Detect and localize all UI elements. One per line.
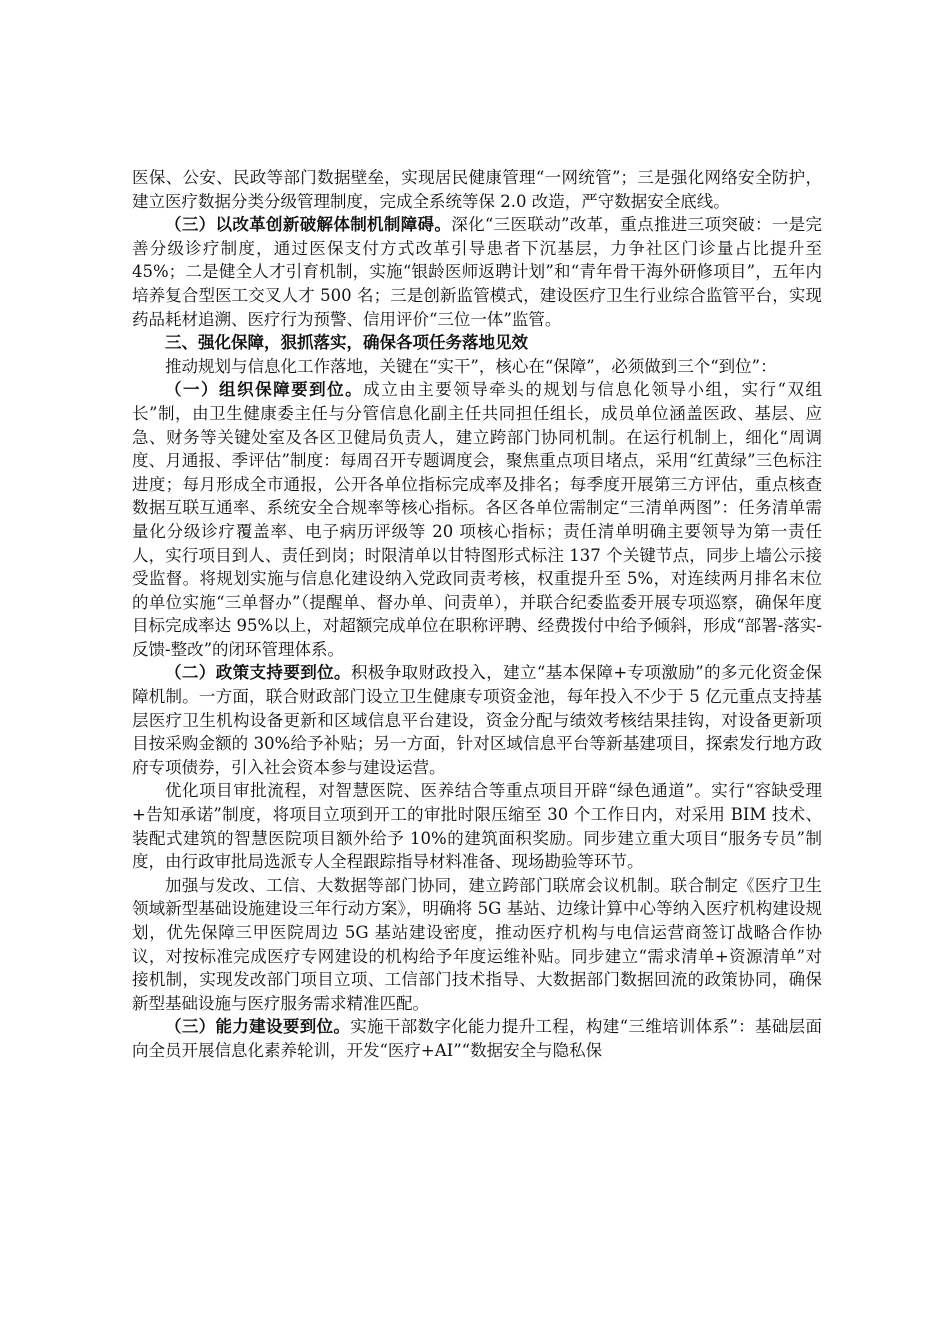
paragraph-3 xyxy=(132,355,822,379)
paragraph-5 xyxy=(132,661,822,779)
paragraph-2 xyxy=(132,213,822,331)
paragraph-1 xyxy=(132,166,822,213)
section-heading: 三、强化保障，狠抓落实，确保各项任务落地见效 xyxy=(165,333,528,353)
paragraph-text: 实施干部数字化能力提升工程，构建“三维培训体系”：基础层面向全员开展信息化素养轮训，开发“医疗+AI”“数据安全与隐私保 xyxy=(132,1017,822,1060)
paragraph-4 xyxy=(132,378,822,661)
paragraph-bold-lead: （二）政策支持要到位。 xyxy=(165,663,351,683)
paragraph-text: 深化“三医联动”改革，重点推进三项突破：一是完善分级诊疗制度，通过医保支付方式改革引导患者下沉基层，力争社区门诊量占比提升至 45%；二是健全人才引育机制，实施“银龄医师返聘计划”和“青年骨干海外研修项目”，五年内培养复合型医工交叉人才 500 名；三是创新监管模式，建设医疗卫生行业综合监管平台，实现药品耗材追溯、医疗行为预警、信用评价“三位一体”监管。 xyxy=(132,215,823,329)
paragraph-bold-lead: （三）能力建设要到位。 xyxy=(165,1017,351,1037)
paragraph-7 xyxy=(132,874,822,1016)
paragraph-text: 优化项目审批流程，对智慧医院、医养结合等重点项目开辟“绿色通道”。实行“容缺受理+告知承诺”制度，将项目立项到开工的审批时限压缩至 30 个工作日内，对采用 BIM 技术、装配式建筑的智慧医院项目额外给予 10%的建筑面积奖励。同步建立重大项目“服务专员”制度，由行政审批局选派专人全程跟踪指导材料准备、现场勘验等环节。 xyxy=(132,781,822,872)
paragraph-bold-lead: （一）组织保障要到位。 xyxy=(165,380,364,400)
paragraph-text: 加强与发改、工信、大数据等部门协同，建立跨部门联席会议机制。联合制定《医疗卫生领域新型基础设施建设三年行动方案》，明确将 5G 基站、边缘计算中心等纳入医疗机构建设规划，优先保障三甲医院周边 5G 基站建设密度，推动医疗机构与电信运营商签订战略合作协议，对按标准完成医疗专网建设的机构给予年度运维补贴。同步建立“需求清单+资源清单”对接机制，实现发改部门项目立项、工信部门技术指导、大数据部门数据回流的政策协同，确保新型基础设施与医疗服务需求精准匹配。 xyxy=(132,875,822,1013)
paragraph-8 xyxy=(132,1015,822,1062)
paragraph-text: 医保、公安、民政等部门数据壁垒，实现居民健康管理“一网统管”；三是强化网络安全防护，建立医疗数据分类分级管理制度，完成全系统等保 2.0 改造，严守数据安全底线。 xyxy=(132,168,822,211)
paragraph-bold-lead: （三）以改革创新破解体制机制障碍。 xyxy=(165,215,452,235)
paragraph-text: 成立由主要领导牵头的规划与信息化领导小组，实行“双组长”制，由卫生健康委主任与分管信息化副主任共同担任组长，成员单位涵盖医政、基层、应急、财务等关键处室及各区卫健局负责人，建立跨部门协同机制。在运行机制上，细化“周调度、月通报、季评估”制度：每周召开专题调度会，聚焦重点项目堵点，采用“红黄绿”三色标注进度；每月形成全市通报，公开各单位指标完成率及排名；每季度开展第三方评估，重点核查数据互联互通率、系统安全合规率等核心指标。各区各单位需制定“三清单两图”：任务清单需量化分级诊疗覆盖率、电子病历评级等 20 项核心指标；责任清单明确主要领导为第一责任人，实行项目到人、责任到岗；时限清单以甘特图形式标注 137 个关键节点，同步上墙公示接受监督。将规划实施与信息化建设纳入党政同责考核，权重提升至 5%，对连续两月排名末位的单位实施“三单督办”（提醒单、督办单、问责单），并联合纪委监委开展专项巡察，确保年度目标完成率达 95%以上，对超额完成单位在职称评聘、经费拨付中给予倾斜，形成“部署-落实-反馈-整改”的闭环管理体系。 xyxy=(132,380,822,659)
paragraph-text: 推动规划与信息化工作落地，关键在“实干”，核心在“保障”，必须做到三个“到位”： xyxy=(165,356,777,376)
paragraph-6 xyxy=(132,779,822,873)
document-body xyxy=(132,166,822,1063)
paragraph-text: 积极争取财政投入，建立“基本保障+专项激励”的多元化资金保障机制。一方面，联合财政部门设立卫生健康专项资金池，每年投入不少于 5 亿元重点支持基层医疗卫生机构设备更新和区域信息平台建设，资金分配与绩效考核结果挂钩，对设备更新项目按采购金额的 30%给予补贴；另一方面，针对区域信息平台等新基建项目，探索发行地方政府专项债券，引入社会资本参与建设运营。 xyxy=(132,663,823,777)
